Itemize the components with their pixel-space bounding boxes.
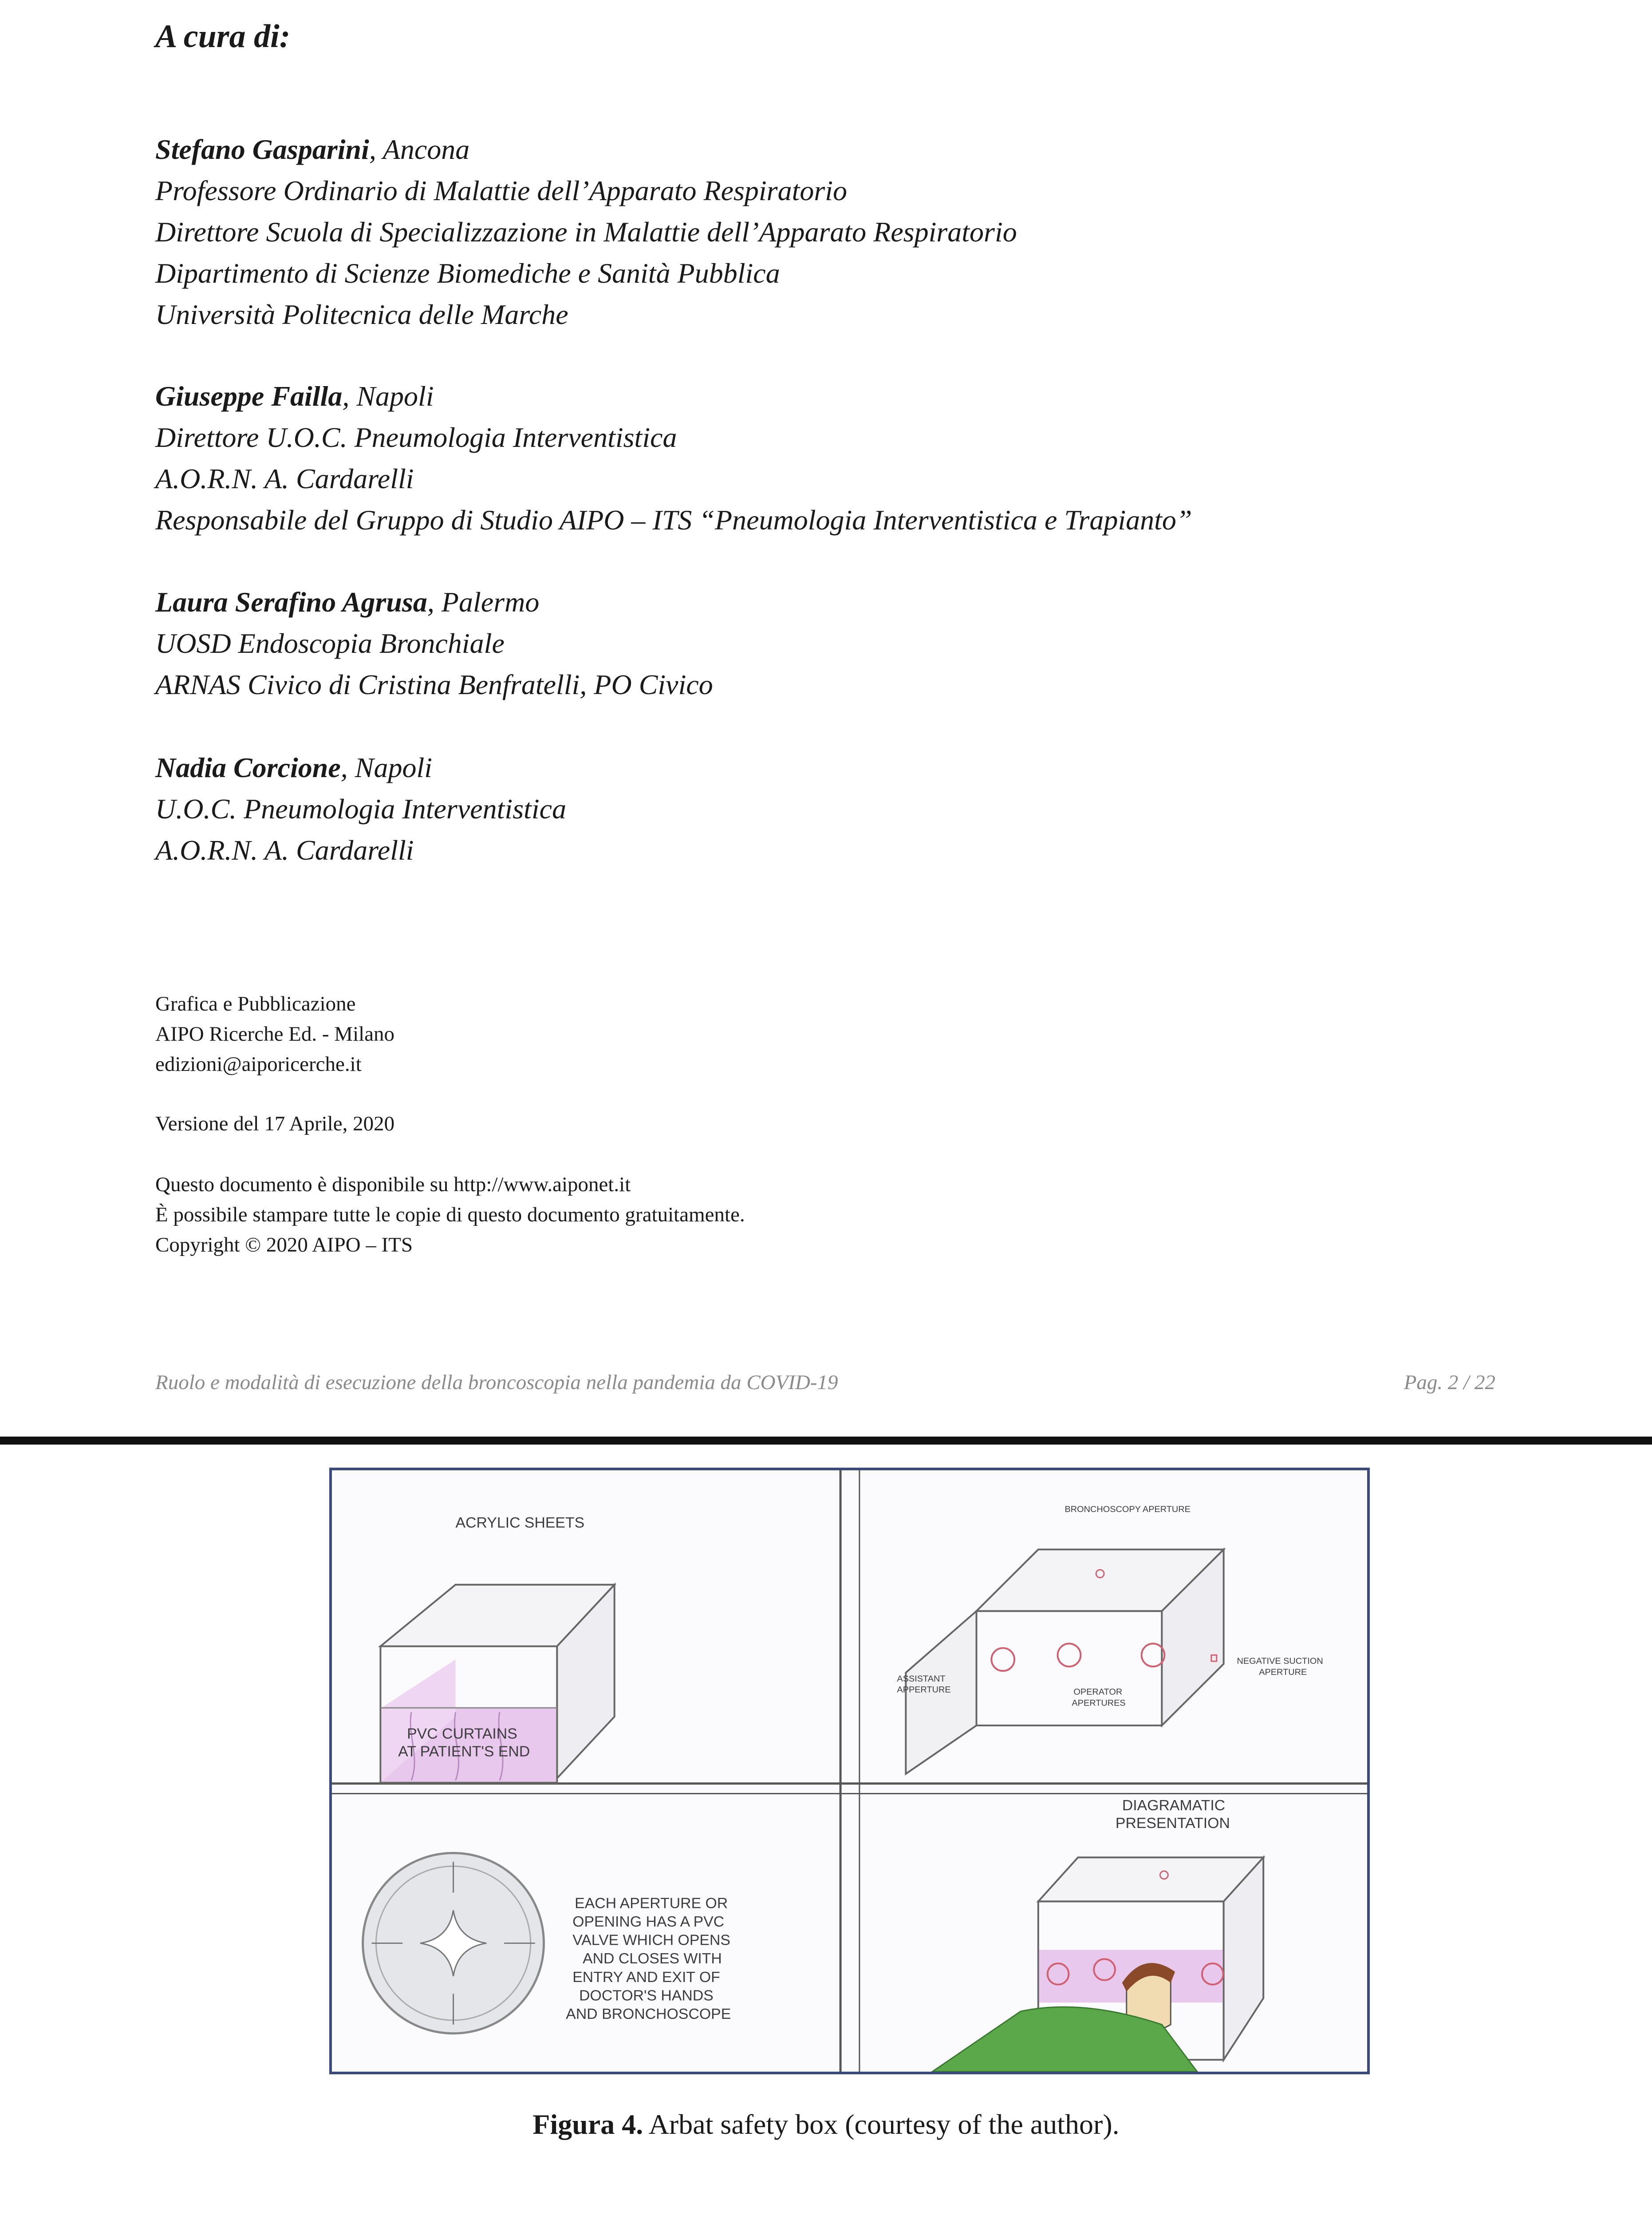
editor-city: , Palermo (427, 586, 540, 618)
page-divider (0, 1437, 1652, 1445)
availability-info (155, 1169, 745, 1260)
editor-role: Responsabile del Gruppo di Studio AIPO – ITS “Pneumologia Interventistica e Trapianto” (155, 504, 1192, 536)
figure-illustration (332, 1470, 1367, 2072)
editor-role: A.O.R.N. A. Cardarelli (155, 834, 414, 866)
label-assistant: ASSISTANT (897, 1674, 946, 1684)
publication-line: Grafica e Pubblicazione (155, 992, 356, 1015)
version-info: Versione del 17 Aprile, 2020 (155, 1112, 395, 1135)
aperture-box-drawing (906, 1549, 1223, 1774)
editor-block-1 (155, 129, 1017, 335)
label-patients-end: AT PATIENT'S END (398, 1743, 530, 1760)
label-apertures: APERTURES (1072, 1698, 1126, 1708)
label-operator: OPERATOR (1073, 1687, 1123, 1697)
label-diagramatic: DIAGRAMATIC (1122, 1797, 1226, 1814)
diagram-presentation-drawing (932, 1857, 1263, 2072)
copyright-line: Copyright © 2020 AIPO – ITS (155, 1233, 413, 1256)
editor-city: , Napoli (342, 380, 434, 412)
label-valve-desc: AND BRONCHOSCOPE (566, 2006, 731, 2023)
figure-arbat-safety-box (329, 1468, 1370, 2074)
label-pvc-curtains: PVC CURTAINS (407, 1725, 517, 1742)
label-acrylic-sheets: ACRYLIC SHEETS (455, 1514, 585, 1531)
editor-block-3 (155, 581, 713, 705)
caption-label: Figura 4. (532, 2108, 643, 2140)
footer-page-number: Pag. 2 / 22 (1404, 1371, 1495, 1394)
availability-line: È possibile stampare tutte le copie di questo documento gratuitamente. (155, 1203, 745, 1226)
editor-city: , Ancona (369, 134, 470, 165)
editor-role: A.O.R.N. A. Cardarelli (155, 463, 414, 494)
editor-role: Università Politecnica delle Marche (155, 299, 568, 330)
editor-name: Laura Serafino Agrusa (155, 586, 427, 618)
label-bronchoscopy-aperture: BRONCHOSCOPY APERTURE (1065, 1504, 1191, 1515)
label-valve-desc: EACH APERTURE OR (575, 1895, 728, 1912)
label-negative-suction: NEGATIVE SUCTION (1237, 1656, 1323, 1666)
editor-role: Direttore U.O.C. Pneumologia Interventistica (155, 422, 677, 453)
label-valve-desc: VALVE WHICH OPENS (572, 1931, 730, 1949)
label-valve-desc: DOCTOR'S HANDS (579, 1987, 714, 2004)
caption-text: Arbat safety box (courtesy of the author). (643, 2108, 1120, 2140)
label-valve-desc: ENTRY AND EXIT OF (572, 1968, 720, 1986)
editor-role: Professore Ordinario di Malattie dell’Apparato Respiratorio (155, 175, 848, 206)
footer-title: Ruolo e modalità di esecuzione della broncoscopia nella pandemia da COVID-19 (155, 1371, 838, 1394)
editor-role: U.O.C. Pneumologia Interventistica (155, 793, 567, 825)
editor-role: Dipartimento di Scienze Biomediche e Sanità Pubblica (155, 257, 780, 289)
editor-role: Direttore Scuola di Specializzazione in Malattie dell’Apparato Respiratorio (155, 216, 1017, 248)
editor-block-4 (155, 747, 566, 871)
editor-city: , Napoli (340, 752, 433, 783)
editor-block-2 (155, 375, 1192, 541)
editor-name: Stefano Gasparini (155, 134, 369, 165)
label-presentation: PRESENTATION (1115, 1814, 1230, 1832)
label-valve-desc: OPENING HAS A PVC (572, 1913, 725, 1930)
publication-line: AIPO Ricerche Ed. - Milano (155, 1023, 395, 1046)
label-negative-aperture: APERTURE (1259, 1667, 1307, 1677)
editors-heading: A cura di: (155, 18, 291, 55)
editor-role: ARNAS Civico di Cristina Benfratelli, PO Civico (155, 669, 713, 700)
editor-role: UOSD Endoscopia Bronchiale (155, 628, 505, 659)
editor-name: Giuseppe Failla (155, 380, 343, 412)
availability-line: Questo documento è disponibile su http://www.aiponet.it (155, 1173, 631, 1196)
editor-name: Nadia Corcione (155, 752, 341, 783)
publication-info (155, 989, 394, 1079)
publisher-email: edizioni@aiporicerche.it (155, 1053, 362, 1076)
label-apperture: APPERTURE (897, 1685, 951, 1695)
figure-caption (0, 2108, 1652, 2141)
label-valve-desc: AND CLOSES WITH (583, 1950, 722, 1967)
valve-drawing (363, 1853, 544, 2033)
